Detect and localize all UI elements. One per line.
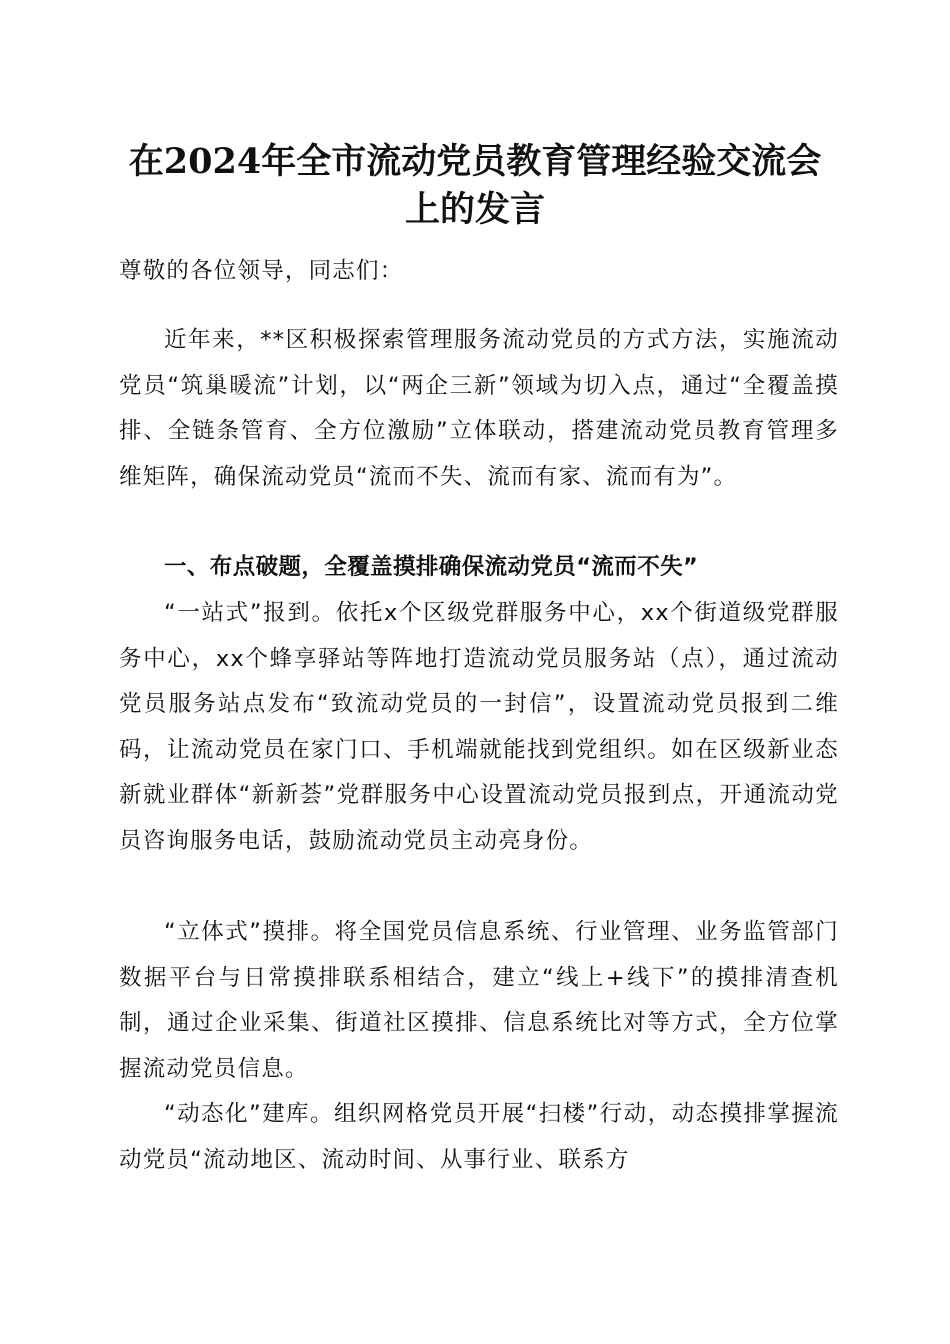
document-title-line-2: 上的发言 — [404, 189, 545, 230]
salutation: 尊敬的各位领导，同志们： — [119, 258, 404, 284]
document-title-line-1: 在2024年全市流动党员教育管理经验交流会 — [128, 141, 822, 182]
section1-paragraph-3: “动态化”建库。组织网格党员开展“扫楼”行动，动态摸排掌握流动党员“流动地区、流动时间、从事行业、联系方 — [119, 1101, 839, 1173]
section-heading-1: 一、布点破题，全覆盖摸排确保流动党员“流而不失” — [164, 554, 699, 580]
section1-paragraph-2: “立体式”摸排。将全国党员信息系统、行业管理、业务监管部门数据平台与日常摸排联系相结合，建立“线上+线下”的摸排清查机制，通过企业采集、街道社区摸排、信息系统比对等方式，全方位掌握流动党员信息。 — [119, 919, 839, 1082]
section1-paragraph-1: “一站式”报到。依托x个区级党群服务中心，xx个街道级党群服务中心，xx个蜂享驿站等阵地打造流动党员服务站（点），通过流动党员服务站点发布“致流动党员的一封信”，设置流动党员报到二维码，让流动党员在家门口、手机端就能找到党组织。如在区级新业态新就业群体“新新荟”党群服务中心设置流动党员报到点，开通流动党员咨询服务电话，鼓励流动党员主动亮身份。 — [119, 600, 839, 854]
intro-paragraph: 近年来，**区积极探索管理服务流动党员的方式方法，实施流动党员“筑巢暖流”计划，以“两企三新”领域为切入点，通过“全覆盖摸排、全链条管育、全方位激励”立体联动，搭建流动党员教育管理多维矩阵，确保流动党员“流而不失、流而有家、流而有为”。 — [119, 327, 839, 490]
